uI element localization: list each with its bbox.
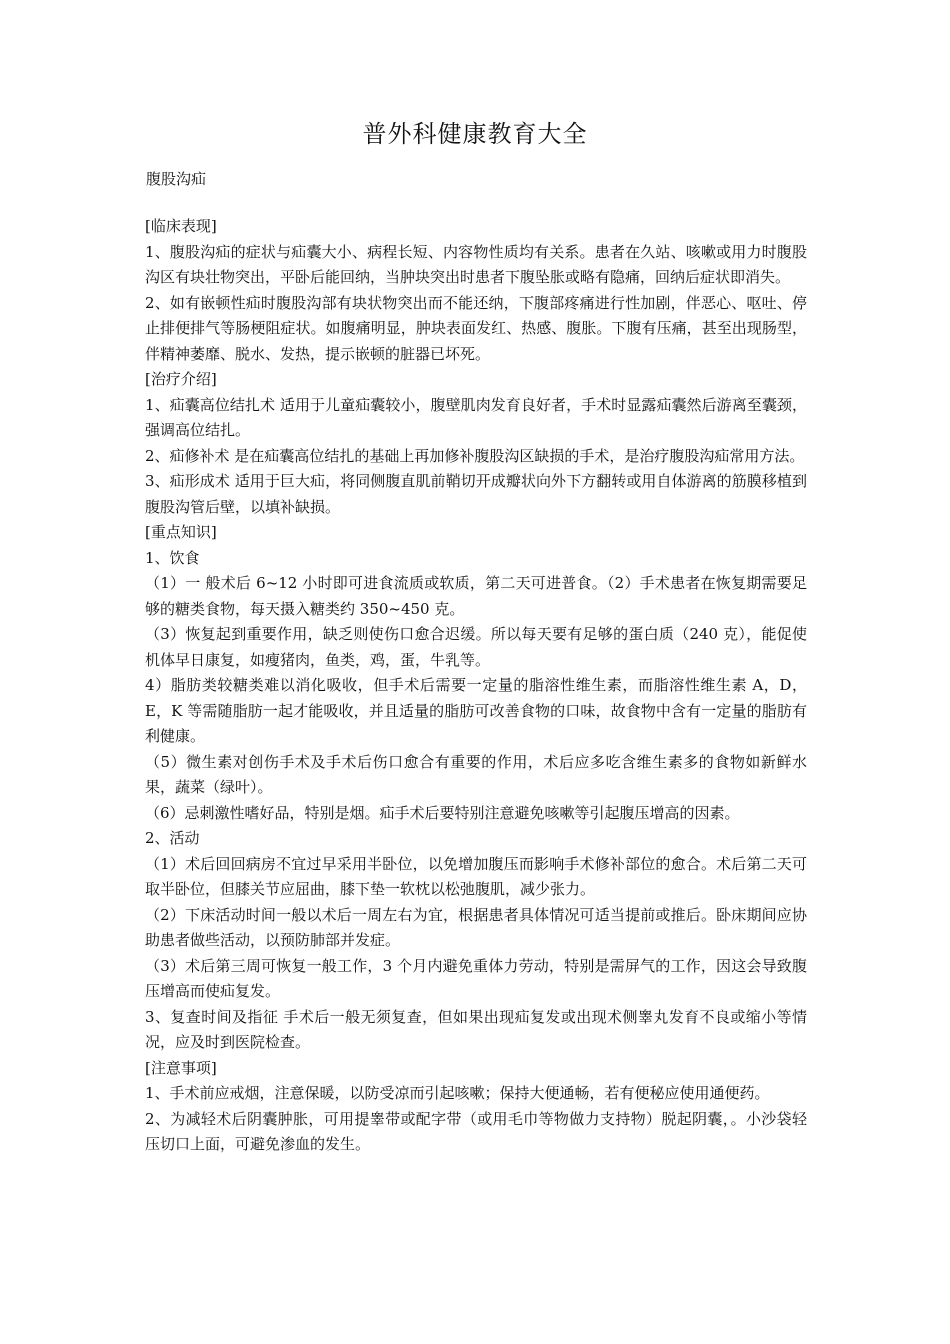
paragraph: 1、手术前应戒烟，注意保暖，以防受凉而引起咳嗽；保持大便通畅，若有便秘应使用通便药。	[145, 1084, 770, 1102]
paragraph: （1）一 般术后 6~12 小时即可进食流质或软质，第二天可进普食。（2）手术患者在恢复期需要足够的糖类食物，每天摄入糖类约 350~450 克。	[145, 574, 807, 618]
subsection-heading: 1、饮食	[145, 548, 200, 567]
paragraph: 3、疝形成术 适用于巨大疝，将同侧腹直肌前鞘切开成瓣状向外下方翻转或用自体游离的筋膜移植到腹股沟管后壁，以填补缺损。	[145, 472, 807, 516]
paragraph: （5）微生素对创伤手术及手术后伤口愈合有重要的作用，术后应多吃含维生素多的食物如新鲜水果，蔬菜（绿叶）。	[145, 752, 807, 796]
document-title: 普外科健康教育大全	[362, 120, 588, 148]
paragraph: （3）恢复起到重要作用，缺乏则使伤口愈合迟缓。所以每天要有足够的蛋白质（240 克），能促使机体早日康复，如瘦猪肉，鱼类，鸡，蛋，牛乳等。	[145, 625, 807, 669]
paragraph: 2、为减轻术后阴囊肿胀，可用提睾带或配字带（或用毛巾等物做力支持物）脱起阴囊，。小沙袋轻压切口上面，可避免渗血的发生。	[145, 1109, 807, 1153]
document-body	[145, 214, 807, 1158]
paragraph: （1）术后回回病房不宜过早采用半卧位，以免增加腹压而影响手术修补部位的愈合。术后第二天可取半卧位，但膝关节应屈曲，膝下垫一软枕以松弛腹肌，减少张力。	[145, 854, 807, 898]
section-heading: [临床表现]	[145, 217, 217, 235]
paragraph: 1、腹股沟疝的症状与疝囊大小、病程长短、内容物性质均有关系。患者在久站、咳嗽或用力时腹股沟区有块壮物突出，平卧后能回纳，当肿块突出时患者下腹坠胀或略有隐痛，回纳后症状即消失。	[145, 242, 807, 286]
section-subtitle: 腹股沟疝	[146, 170, 207, 188]
subsection-heading: 2、活动	[145, 829, 200, 847]
section-heading: [治疗介绍]	[145, 370, 217, 388]
section-heading: [注意事项]	[145, 1058, 217, 1077]
paragraph: （2）下床活动时间一般以术后一周左右为宜，根据患者具体情况可适当提前或推后。卧床期间应协助患者做些活动，以预防肺部并发症。	[145, 905, 807, 949]
paragraph: 4）脂肪类较糖类难以消化吸收，但手术后需要一定量的脂溶性维生素，而脂溶性维生素 A，D，E，K 等需随脂肪一起才能吸收，并且适量的脂肪可改善食物的口味，故食物中含有一定量的脂肪有利健康。	[145, 676, 807, 745]
paragraph: 2、疝修补术 是在疝囊高位结扎的基础上再加修补腹股沟区缺损的手术，是治疗腹股沟疝常用方法。	[145, 446, 805, 465]
section-heading: [重点知识]	[145, 523, 217, 541]
paragraph: 2、如有嵌顿性疝时腹股沟部有块状物突出而不能还纳，下腹部疼痛进行性加剧，伴恶心、呕吐、停止排便排气等肠梗阻症状。如腹痛明显，肿块表面发红、热感、腹胀。下腹有压痛，甚至出现肠型，伴精神萎靡、脱水、发热，提示嵌顿的脏器已坏死。	[145, 293, 807, 363]
paragraph: （3）术后第三周可恢复一般工作，3 个月内避免重体力劳动，特别是需屏气的工作，因这会导致腹压增高而使疝复发。	[145, 956, 807, 1000]
paragraph: 3、复查时间及指征 手术后一般无须复查，但如果出现疝复发或出现术侧睾丸发育不良或缩小等情况，应及时到医院检查。	[145, 1007, 807, 1051]
paragraph: （6）忌刺激性嗜好品，特别是烟。疝手术后要特别注意避免咳嗽等引起腹压增高的因素。	[145, 803, 740, 822]
paragraph: 1、疝囊高位结扎术 适用于儿童疝囊较小，腹壁肌肉发育良好者，手术时显露疝囊然后游离至囊颈，强调高位结扎。	[145, 395, 807, 439]
